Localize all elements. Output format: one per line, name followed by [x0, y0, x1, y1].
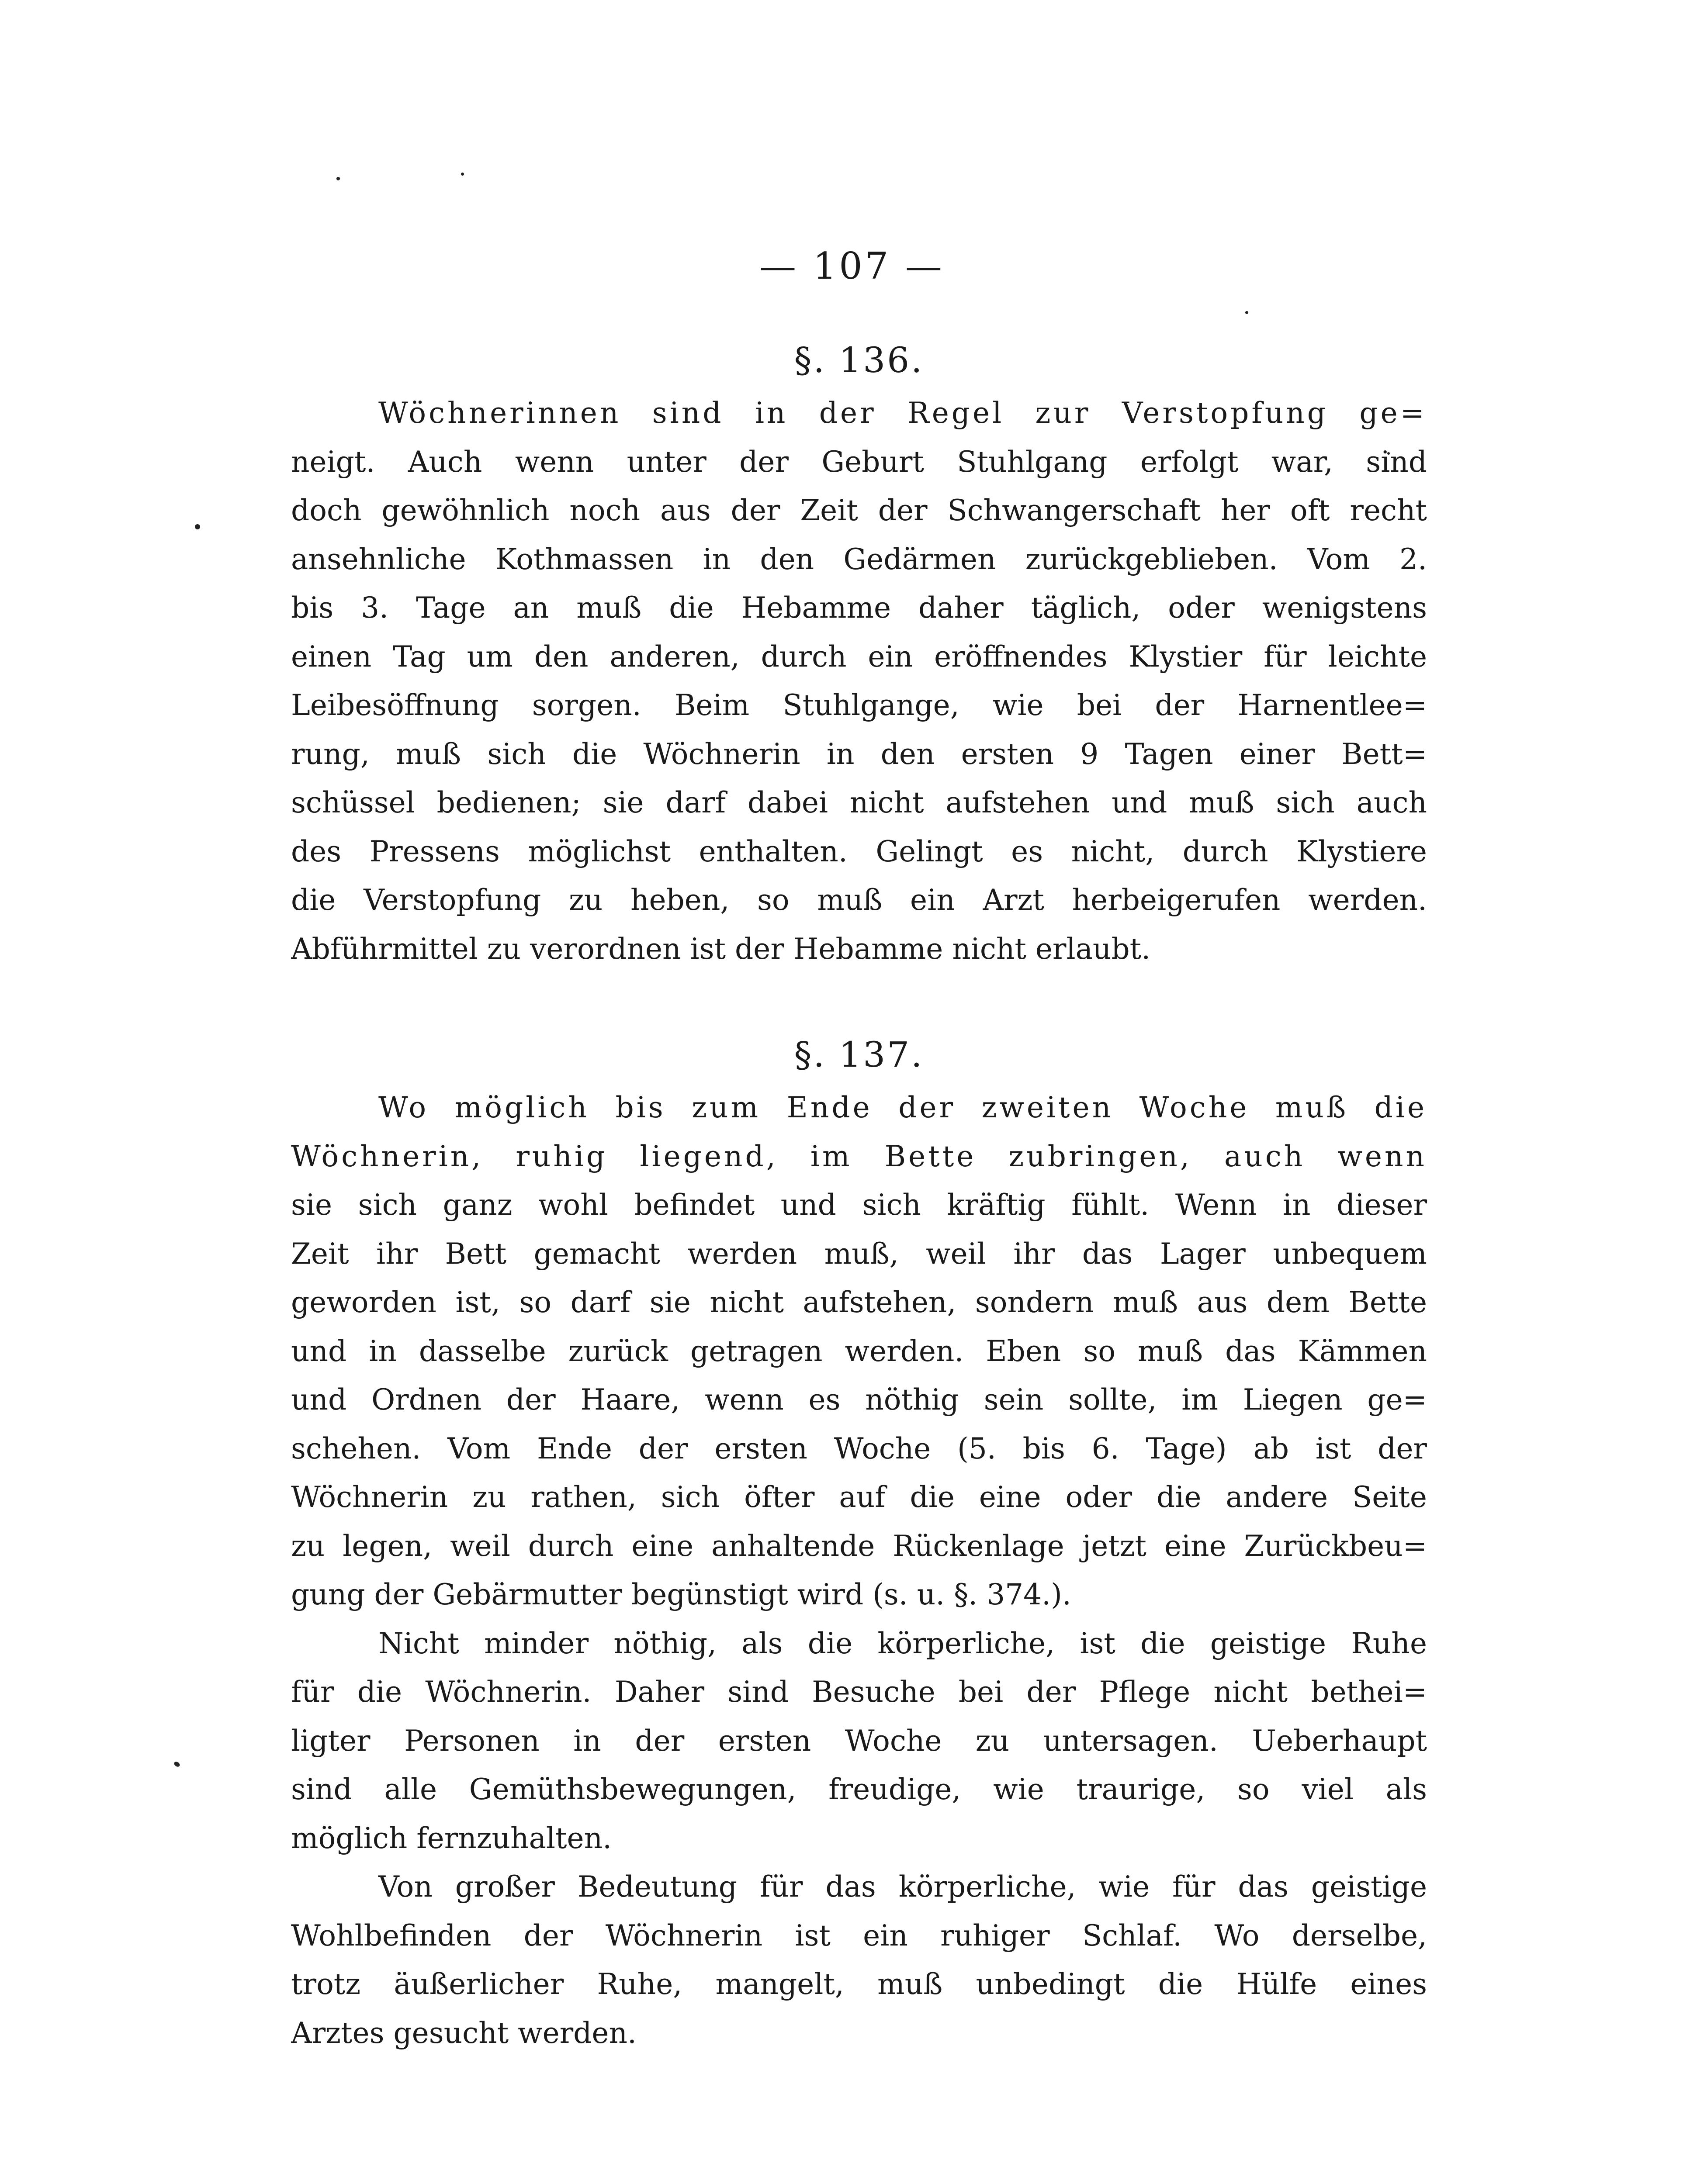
text-line: für die Wöchnerin. Daher sind Besuche bei der Pflege nicht bethei= — [291, 1675, 1427, 1709]
text-line: doch gewöhnlich noch aus der Zeit der Schwangerschaft her oft recht — [291, 494, 1427, 527]
text-line: Leibesöffnung sorgen. Beim Stuhlgange, wie bei der Harnentlee= — [291, 688, 1427, 722]
paragraph — [291, 1083, 1427, 1619]
print-speck — [1245, 311, 1248, 314]
page-number: — 107 — — [759, 245, 945, 287]
paragraph — [291, 1619, 1427, 1863]
text-line: sind alle Gemüthsbewegungen, freudige, wie traurige, so viel als — [291, 1773, 1427, 1806]
section-136 — [291, 332, 1427, 973]
text-line: Wöchnerinnen sind in der Regel zur Verstopfung ge= — [378, 396, 1427, 430]
text-line: rung, muß sich die Wöchnerin in den ersten 9 Tagen einer Bett= — [291, 737, 1427, 771]
text-line: des Pressens möglichst enthalten. Gelingt es nicht, durch Klystiere — [291, 834, 1427, 868]
text-line: möglich fernzuhalten. — [291, 1821, 612, 1855]
text-line: schehen. Vom Ende der ersten Woche (5. bis 6. Tage) ab ist der — [291, 1431, 1427, 1465]
text-line: trotz äußerlicher Ruhe, mangelt, muß unbedingt die Hülfe eines — [291, 1967, 1427, 2001]
text-line: Nicht minder nöthig, als die körperliche, ist die geistige Ruhe — [378, 1626, 1427, 1660]
text-line: Wo möglich bis zum Ende der zweiten Woche muß die — [378, 1091, 1427, 1124]
text-line: sie sich ganz wohl befindet und sich kräftig fühlt. Wenn in dieser — [291, 1188, 1427, 1222]
text-line: Wohlbefinden der Wöchnerin ist ein ruhiger Schlaf. Wo derselbe, — [291, 1918, 1427, 1952]
text-line: neigt. Auch wenn unter der Geburt Stuhlgang erfolgt war, sind — [291, 445, 1427, 479]
print-speck — [195, 524, 200, 529]
text-line: Abführmittel zu verordnen ist der Hebamme nicht erlaubt. — [291, 932, 1151, 966]
text-line: Wöchnerin, ruhig liegend, im Bette zubringen, auch wenn — [291, 1139, 1427, 1173]
text-line: Wöchnerin zu rathen, sich öfter auf die eine oder die andere Seite — [291, 1480, 1427, 1514]
text-line: und in dasselbe zurück getragen werden. Eben so muß das Kämmen — [291, 1334, 1427, 1368]
text-line: die Verstopfung zu heben, so muß ein Arzt herbeigerufen werden. — [291, 883, 1427, 917]
section-137 — [291, 1026, 1427, 2057]
text-line: Von großer Bedeutung für das körperliche, wie für das geistige — [378, 1870, 1427, 1904]
text-line: geworden ist, so darf sie nicht aufstehen, sondern muß aus dem Bette — [291, 1286, 1427, 1319]
text-line: zu legen, weil durch eine anhaltende Rückenlage jetzt eine Zurückbeu= — [291, 1529, 1427, 1563]
text-line: und Ordnen der Haare, wenn es nöthig sein sollte, im Liegen ge= — [291, 1383, 1427, 1417]
text-line: ligter Personen in der ersten Woche zu untersagen. Ueberhaupt — [291, 1724, 1427, 1758]
paragraph — [291, 389, 1427, 973]
section-heading: §. 136. — [794, 340, 924, 380]
text-line: einen Tag um den anderen, durch ein eröffnendes Klystier für leichte — [291, 639, 1427, 674]
text-line: Arztes gesucht werden. — [291, 2016, 637, 2050]
text-line: Zeit ihr Bett gemacht werden muß, weil ihr das Lager unbequem — [291, 1237, 1427, 1271]
section-heading: §. 137. — [794, 1034, 924, 1075]
print-speck — [336, 177, 340, 180]
print-speck — [461, 173, 464, 176]
text-line: schüssel bedienen; sie darf dabei nicht aufstehen und muß sich auch — [291, 786, 1427, 819]
text-line: ansehnliche Kothmassen in den Gedärmen zurückgeblieben. Vom 2. — [291, 542, 1427, 576]
print-speck — [173, 1761, 180, 1768]
paragraph — [291, 1863, 1427, 2057]
text-line: bis 3. Tage an muß die Hebamme daher täglich, oder wenigstens — [291, 591, 1427, 625]
text-line: gung der Gebärmutter begünstigt wird (s. u. §. 374.). — [291, 1578, 1071, 1611]
